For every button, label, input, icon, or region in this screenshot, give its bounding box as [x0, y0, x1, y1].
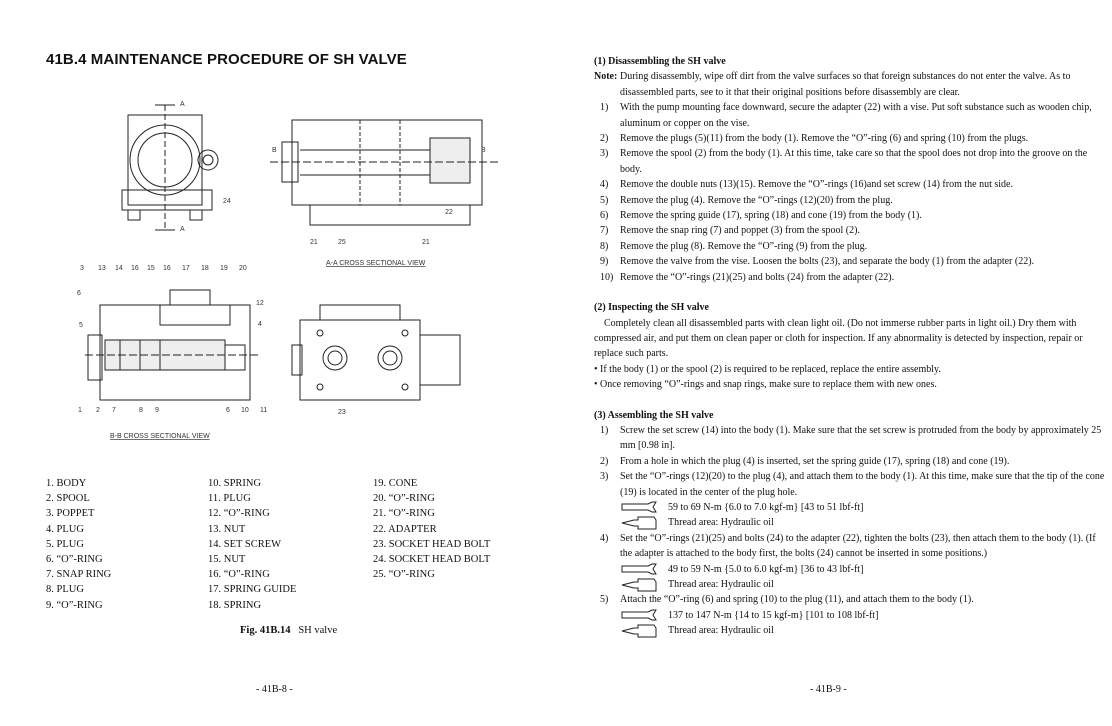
step-number: 5) [600, 194, 609, 206]
step-text: Set the “O”-rings (12)(20) to the plug (4), and attach them to the body (1). At this time, make sure that the tip of the cone (19) is located in the center of the plug hole. [620, 471, 1105, 498]
part-item: 1. BODY [46, 478, 87, 489]
callout-5: 5 [79, 322, 83, 329]
section-mark-b-right: B [481, 147, 486, 154]
part-item: 15. NUT [208, 554, 246, 566]
disassembly-step [594, 131, 1106, 146]
page-number-left: - 41B-8 - [256, 684, 293, 695]
disassembly-step [594, 100, 1106, 131]
part-item: 21. “O”-RING [373, 508, 435, 520]
step-number: 5) [600, 594, 609, 606]
torque-value: 137 to 147 N-m {14 to 15 kgf-m} [101 to 108 lbf-ft] [668, 609, 879, 621]
part-item: 13. NUT [208, 523, 246, 535]
callout-21b: 21 [422, 239, 430, 246]
bb-view-label: B-B CROSS SECTIONAL VIEW [110, 433, 210, 440]
thread-lubricant [594, 577, 1106, 592]
assembly-step [594, 531, 1106, 562]
callout-18: 18 [201, 265, 209, 272]
part-item: 25. “O”-RING [373, 569, 435, 581]
part-item: 17. SPRING GUIDE [208, 584, 297, 596]
figure-title: SH valve [298, 625, 338, 636]
step-text: Screw the set screw (14) into the body (1). Make sure that the set screw is protruded from the body by approximately 25 mm [0.98 in]. [620, 424, 1102, 452]
step-number: 7) [600, 225, 609, 237]
disassembly-step [594, 270, 1106, 285]
oil-can-icon [620, 516, 658, 530]
assembly-step [594, 592, 1106, 607]
callout-4: 4 [258, 321, 262, 328]
callout-11: 11 [260, 407, 268, 414]
part-item: 2. SPOOL [46, 493, 90, 505]
callout-6a: 6 [77, 290, 81, 297]
inspection-text: Completely clean all disassembled parts with clean light oil. (Do not immerse rubber parts in light oil.) Dry them with compressed air, and put them on clean paper or cloth for inspection. If any abnormality is detected by inspection, repair or replace such parts. [594, 317, 1083, 360]
inspection-bullet: • If the body (1) or the spool (2) is required to be replaced, replace the entire assembly. [594, 363, 941, 375]
disassembly-step [594, 223, 1106, 238]
callout-2: 2 [96, 407, 100, 414]
callout-16b: 16 [163, 265, 171, 272]
wrench-icon [620, 563, 658, 575]
part-item: 24. SOCKET HEAD BOLT [373, 554, 491, 566]
callout-8: 8 [139, 407, 143, 414]
callout-19: 19 [220, 265, 228, 272]
step-text: Remove the “O”-rings (21)(25) and bolts (24) from the adapter (22). [620, 271, 895, 283]
torque-spec [594, 608, 1106, 623]
torque-value: 59 to 69 N-m {6.0 to 7.0 kgf-m} [43 to 51 lbf-ft] [668, 501, 864, 513]
note-label: Note: [594, 71, 618, 83]
callout-17: 17 [182, 265, 190, 272]
callout-15: 15 [147, 265, 155, 272]
aa-view-label: A-A CROSS SECTIONAL VIEW [326, 260, 426, 267]
callout-25: 25 [338, 239, 346, 246]
part-item: 9. “O”-RING [46, 599, 103, 611]
part-item: 7. SNAP RING [46, 569, 112, 581]
section-mark-b-left: B [272, 147, 277, 154]
disassembly-title: (1) Disassembling the SH valve [594, 56, 726, 67]
step-number: 8) [600, 240, 609, 252]
step-text: Remove the valve from the vise. Loosen the bolts (23), and separate the body (1) from the adapter (22). [620, 256, 1035, 268]
disassembly-step [594, 208, 1106, 223]
step-text: Remove the spring guide (17), spring (18) and cone (19) from the body (1). [620, 210, 922, 222]
disassembly-step [594, 254, 1106, 269]
disassembly-step [594, 177, 1106, 192]
callout-13: 13 [98, 265, 106, 272]
page-heading: 41B.4 MAINTENANCE PROCEDURE OF SH VALVE [46, 51, 407, 68]
parts-column-1 [46, 476, 111, 613]
inspection-bullet: • Once removing “O”-rings and snap rings, make sure to replace them with new ones. [594, 379, 937, 391]
section-mark-a-bottom: A [180, 226, 185, 233]
step-text: Remove the plugs (5)(11) from the body (1). Remove the “O”-ring (6) and spring (10) from the plugs. [620, 133, 1029, 145]
part-item: 23. SOCKET HEAD BOLT [373, 538, 491, 550]
inspection-title: (2) Inspecting the SH valve [594, 302, 709, 314]
step-number: 3) [600, 148, 609, 160]
parts-column-2 [208, 476, 296, 613]
step-text: Set the “O”-rings (21)(25) and bolts (24) to the adapter (22), tighten the bolts (23), then attach them to the body (1). (If the adapter is attached to the body first, the bolts (24) cannot be inserted in some positions.) [620, 532, 1096, 560]
callout-3: 3 [80, 265, 84, 272]
face-view [292, 305, 460, 400]
figure-label: Fig. 41B.14 [240, 625, 291, 636]
disassembly-steps [594, 100, 1106, 285]
part-item: 5. PLUG [46, 538, 84, 550]
part-item: 11. PLUG [208, 493, 251, 505]
wrench-icon [620, 609, 658, 621]
part-item: 18. SPRING [208, 599, 262, 611]
step-number: 1) [600, 424, 609, 436]
part-item: 6. “O”-RING [46, 554, 103, 566]
thread-lubricant [594, 515, 1106, 530]
callout-12: 12 [256, 300, 264, 307]
callout-1: 1 [78, 407, 82, 414]
part-item: 20. “O”-RING [373, 493, 435, 505]
thread-lubricant [594, 623, 1106, 638]
disassembly-step [594, 193, 1106, 208]
step-number: 1) [600, 102, 609, 114]
step-number: 6) [600, 210, 609, 222]
sh-valve-drawing [60, 90, 500, 450]
step-text: From a hole in which the plug (4) is inserted, set the spring guide (17), spring (18) and cone (19). [620, 455, 1010, 467]
callout-22: 22 [445, 209, 453, 216]
callout-16a: 16 [131, 265, 139, 272]
assembly-step [594, 454, 1106, 469]
callout-9: 9 [155, 407, 159, 414]
assembly-steps [594, 423, 1106, 639]
part-item: 10. SPRING [208, 478, 262, 489]
step-number: 4) [600, 532, 609, 544]
step-text: Remove the spool (2) from the body (1). At this time, take care so that the spool does not drop into the groove on the body. [620, 148, 1088, 175]
assembly-title: (3) Assembling the SH valve [594, 409, 714, 421]
procedure-text [594, 54, 1106, 639]
step-number: 10) [600, 271, 614, 283]
part-item: 12. “O”-RING [208, 508, 270, 520]
torque-spec [594, 500, 1106, 515]
step-number: 2) [600, 133, 609, 145]
callout-7: 7 [112, 407, 116, 414]
right-page [556, 0, 1112, 726]
aa-section [270, 120, 500, 225]
step-number: 2) [600, 455, 609, 467]
parts-column-3 [373, 476, 490, 582]
oil-can-icon [620, 624, 658, 638]
assembly-step [594, 469, 1106, 500]
callout-24: 24 [223, 198, 231, 205]
callout-14: 14 [115, 265, 123, 272]
callout-23: 23 [338, 409, 346, 416]
disassembly-note [594, 69, 1106, 100]
step-text: Remove the plug (8). Remove the “O”-ring (9) from the plug. [620, 240, 868, 252]
callout-6b: 6 [226, 407, 230, 414]
part-item: 19. CONE [373, 478, 418, 489]
thread-note: Thread area: Hydraulic oil [668, 625, 774, 637]
step-text: Attach the “O”-ring (6) and spring (10) to the plug (11), and attach them to the body (1). [620, 594, 974, 606]
callout-10: 10 [241, 407, 249, 414]
disassembly-step [594, 146, 1106, 177]
part-item: 14. SET SCREW [208, 538, 282, 550]
section-mark-a-top: A [180, 101, 185, 108]
step-text: Remove the plug (4). Remove the “O”-rings (12)(20) from the plug. [620, 194, 893, 206]
step-text: Remove the double nuts (13)(15). Remove the “O”-rings (16)and set screw (14) from the nut side. [620, 179, 1013, 191]
part-item: 8. PLUG [46, 584, 84, 596]
step-number: 3) [600, 471, 609, 483]
step-text: Remove the snap ring (7) and poppet (3) from the spool (2). [620, 225, 860, 237]
disassembly-step [594, 239, 1106, 254]
step-number: 9) [600, 256, 609, 268]
step-text: With the pump mounting face downward, secure the adapter (22) with a vise. Put soft substance such as wooden chip, aluminum or copper on the vise. [620, 102, 1092, 129]
callout-20: 20 [239, 265, 247, 272]
assembly-step [594, 423, 1106, 454]
note-text: During disassembly, wipe off dirt from the valve surfaces so that foreign substances do not enter the valve. As to disassembled parts, see to it that their original positions before disassembly are clear. [620, 71, 1071, 98]
part-item: 3. POPPET [46, 508, 95, 520]
callout-21a: 21 [310, 239, 318, 246]
bb-callouts-top [80, 265, 247, 272]
part-item: 4. PLUG [46, 523, 84, 535]
page-number-right: - 41B-9 - [810, 684, 847, 695]
oil-can-icon [620, 578, 658, 592]
wrench-icon [620, 501, 658, 513]
bb-section [85, 290, 260, 400]
figure-caption [240, 625, 337, 636]
part-item: 16. “O”-RING [208, 569, 270, 581]
end-view [122, 105, 218, 230]
torque-spec [594, 562, 1106, 577]
step-number: 4) [600, 179, 609, 191]
torque-value: 49 to 59 N-m {5.0 to 6.0 kgf-m} [36 to 43 lbf-ft] [668, 563, 864, 575]
thread-note: Thread area: Hydraulic oil [668, 579, 774, 590]
thread-note: Thread area: Hydraulic oil [668, 517, 774, 529]
part-item: 22. ADAPTER [373, 523, 437, 535]
